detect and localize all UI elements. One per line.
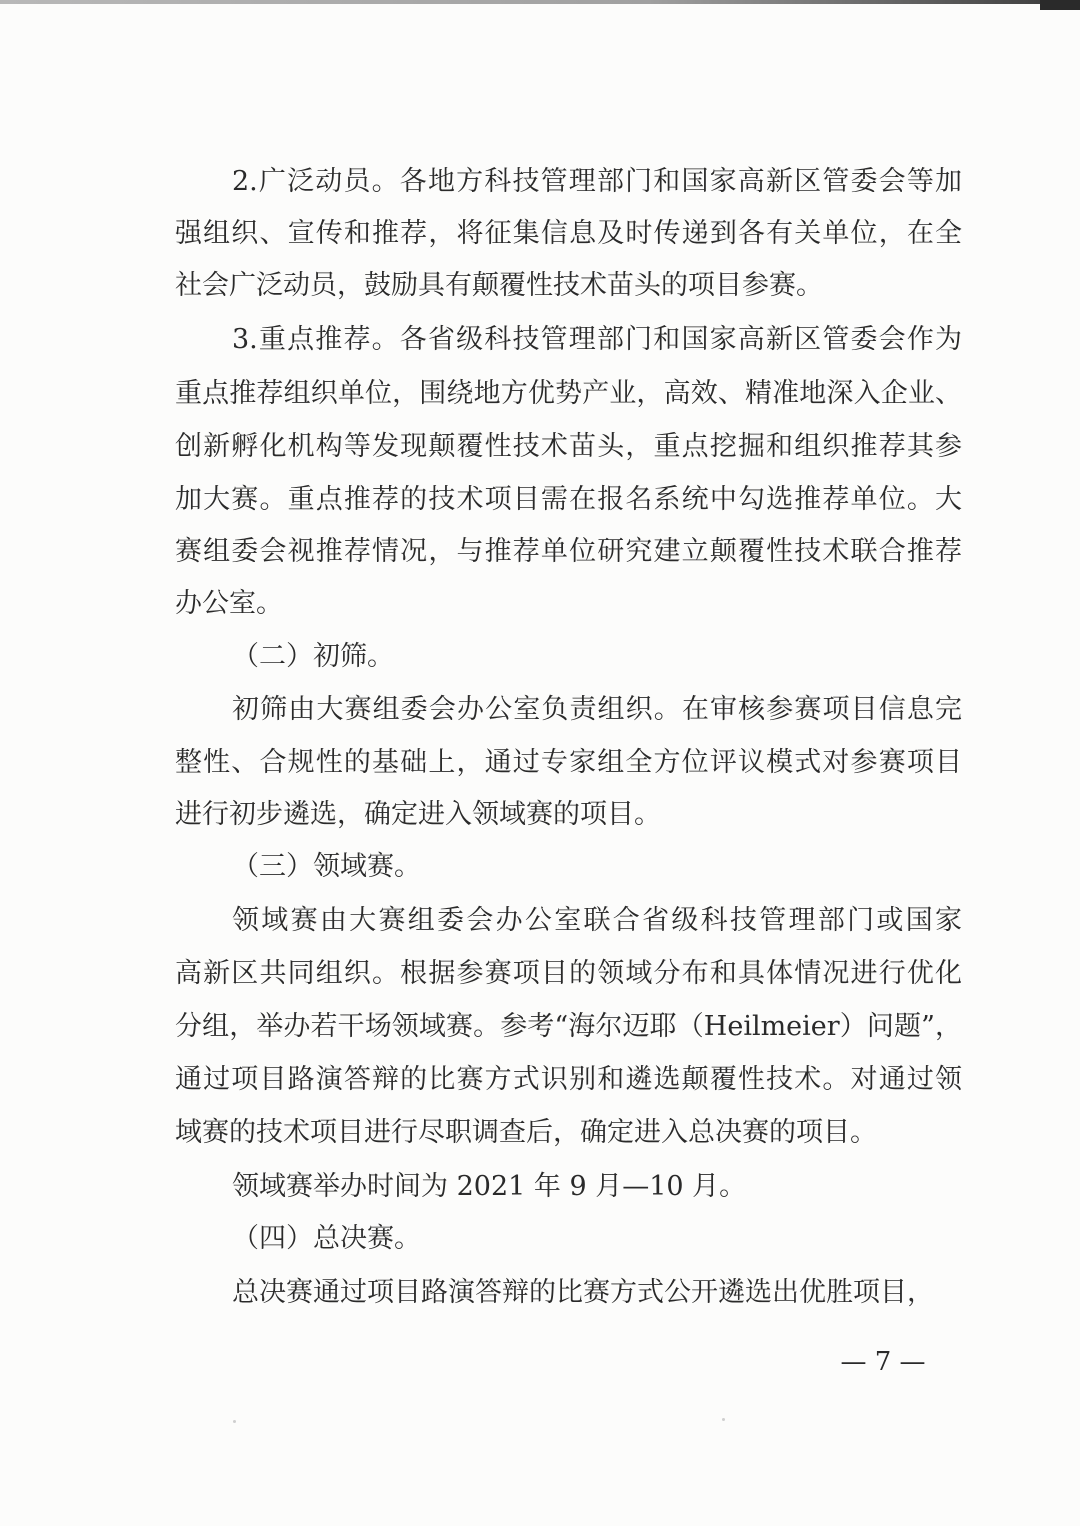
paragraph-line: 3.重点推荐。各省级科技管理部门和国家高新区管委会作为	[232, 324, 962, 355]
scan-speck	[722, 1418, 725, 1421]
paragraph-line: 重点推荐组织单位，围绕地方优势产业，高效、精准地深入企业、	[175, 378, 962, 409]
scan-corner-shadow	[1040, 0, 1080, 10]
section-heading: （二）初筛。	[232, 641, 394, 672]
paragraph-line: 2.广泛动员。各地方科技管理部门和国家高新区管委会等加	[232, 166, 962, 197]
paragraph-line: 办公室。	[175, 588, 283, 619]
paragraph-line: 域赛的技术项目进行尽职调查后，确定进入总决赛的项目。	[175, 1117, 877, 1148]
section-heading: （四）总决赛。	[232, 1223, 421, 1254]
paragraph-line: 初筛由大赛组委会办公室负责组织。在审核参赛项目信息完	[232, 694, 962, 725]
paragraph-line: 进行初步遴选，确定进入领域赛的项目。	[175, 799, 661, 830]
paragraph-line: 整性、合规性的基础上，通过专家组全方位评议模式对参赛项目	[175, 747, 962, 778]
scan-edge	[0, 0, 1080, 4]
paragraph-line: 社会广泛动员，鼓励具有颠覆性技术苗头的项目参赛。	[175, 270, 823, 301]
paragraph-line: 领域赛举办时间为 2021 年 9 月—10 月。	[232, 1171, 747, 1202]
page-number: — 7 —	[840, 1347, 926, 1377]
paragraph-line: 加大赛。重点推荐的技术项目需在报名系统中勾选推荐单位。大	[175, 484, 962, 515]
paragraph-line: 赛组委会视推荐情况，与推荐单位研究建立颠覆性技术联合推荐	[175, 536, 962, 567]
paragraph-line: 通过项目路演答辩的比赛方式识别和遴选颠覆性技术。对通过领	[175, 1064, 962, 1095]
section-heading: （三）领域赛。	[232, 851, 421, 882]
paragraph-line: 高新区共同组织。根据参赛项目的领域分布和具体情况进行优化	[175, 958, 962, 989]
paragraph-line: 总决赛通过项目路演答辩的比赛方式公开遴选出优胜项目，	[232, 1277, 934, 1308]
paragraph-line: 创新孵化机构等发现颠覆性技术苗头，重点挖掘和组织推荐其参	[175, 431, 962, 462]
paragraph-line: 强组织、宣传和推荐，将征集信息及时传递到各有关单位，在全	[175, 218, 962, 249]
paragraph-line: 领域赛由大赛组委会办公室联合省级科技管理部门或国家	[232, 905, 962, 936]
paragraph-line: 分组，举办若干场领域赛。参考“海尔迈耶（Heilmeier）问题”，	[175, 1011, 962, 1042]
scan-speck	[233, 1420, 236, 1423]
